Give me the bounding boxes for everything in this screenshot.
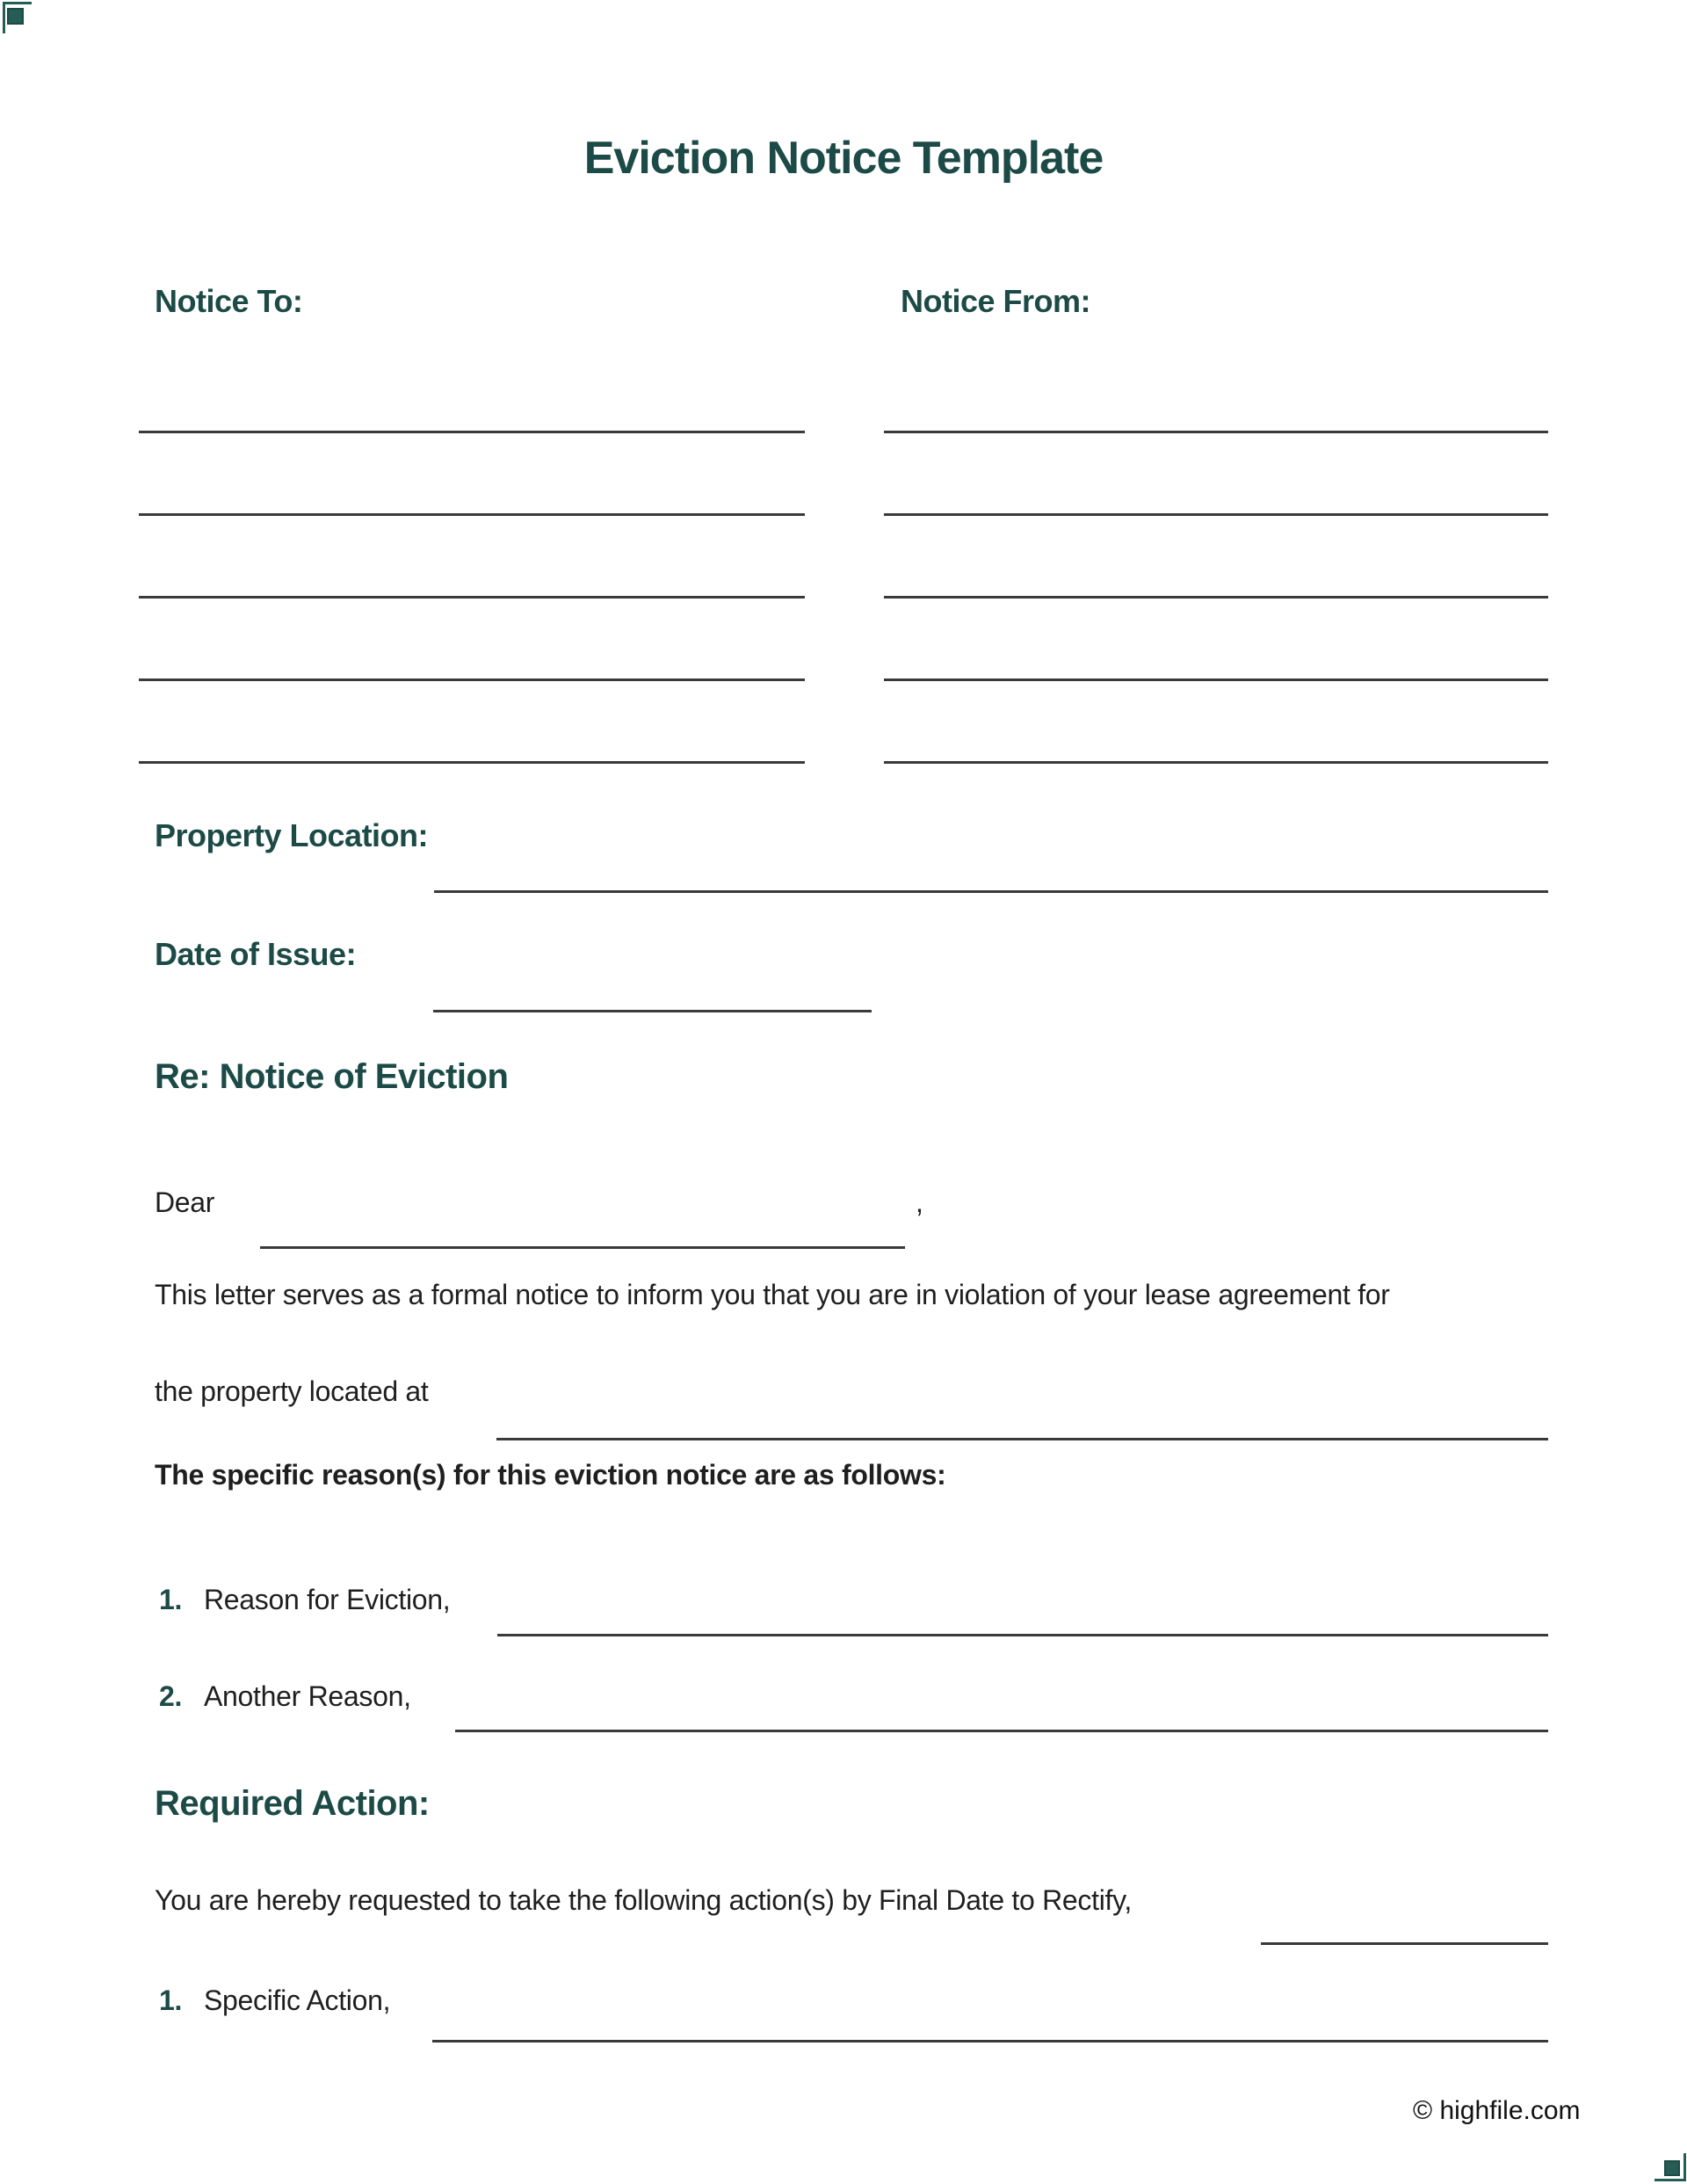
required-action-heading: Required Action: <box>155 1784 430 1823</box>
reason-item-2 <box>159 1680 411 1713</box>
body-paragraph-line-1: This letter serves as a formal notice to inform you that you are in violation of your lease agreement for <box>155 1279 1390 1310</box>
reason-2-number: 2. <box>159 1680 183 1712</box>
fill-in-line <box>139 431 805 433</box>
salutation-name-fill-line <box>260 1246 905 1249</box>
page-title: Eviction Notice Template <box>583 133 1104 184</box>
reason-2-fill-line <box>455 1730 1548 1732</box>
action-1-label: Specific Action, <box>204 1984 391 2016</box>
notice-to-fill-lines <box>139 431 805 768</box>
corner-line-horizontal <box>1654 2179 1686 2181</box>
reason-1-number: 1. <box>159 1584 183 1615</box>
property-location-label: Property Location: <box>155 817 429 853</box>
reason-item-1 <box>159 1584 450 1616</box>
fill-in-line <box>139 678 805 681</box>
corner-square-icon <box>1664 2160 1680 2176</box>
salutation-suffix: , <box>916 1186 923 1218</box>
reason-2-label: Another Reason, <box>204 1680 411 1712</box>
reason-1-label: Reason for Eviction, <box>204 1584 451 1615</box>
salutation-prefix: Dear <box>155 1186 215 1218</box>
reason-1-fill-line <box>497 1634 1548 1636</box>
fill-in-line <box>139 596 805 599</box>
property-address-fill-line <box>496 1438 1548 1440</box>
action-item-1 <box>159 1984 390 2017</box>
fill-in-line <box>884 761 1548 764</box>
subject-heading: Re: Notice of Eviction <box>155 1057 509 1096</box>
notice-from-label: Notice From: <box>901 283 1091 319</box>
notice-to-label: Notice To: <box>155 283 303 319</box>
fill-in-line <box>139 513 805 516</box>
reasons-heading: The specific reason(s) for this eviction notice are as follows: <box>155 1459 946 1491</box>
fill-in-line <box>884 596 1548 599</box>
action-1-number: 1. <box>159 1984 183 2016</box>
required-action-text: You are hereby requested to take the following action(s) by Final Date to Rectify, <box>155 1884 1133 1916</box>
property-location-fill-line <box>434 890 1548 893</box>
body-paragraph-line-2: the property located at <box>155 1375 429 1407</box>
action-1-fill-line <box>432 2040 1548 2043</box>
corner-line-vertical <box>1683 2153 1686 2181</box>
date-of-issue-fill-line <box>433 1010 872 1012</box>
corner-square-icon <box>7 8 24 25</box>
corner-line-horizontal <box>3 2 32 4</box>
copyright-text: © highfile.com <box>1413 2096 1581 2125</box>
fill-in-line <box>139 761 805 764</box>
corner-line-vertical <box>3 2 5 33</box>
final-date-fill-line <box>1261 1942 1548 1945</box>
fill-in-line <box>884 513 1548 516</box>
date-of-issue-label: Date of Issue: <box>155 936 357 972</box>
notice-from-fill-lines <box>884 431 1548 768</box>
fill-in-line <box>884 678 1548 681</box>
fill-in-line <box>884 431 1548 433</box>
